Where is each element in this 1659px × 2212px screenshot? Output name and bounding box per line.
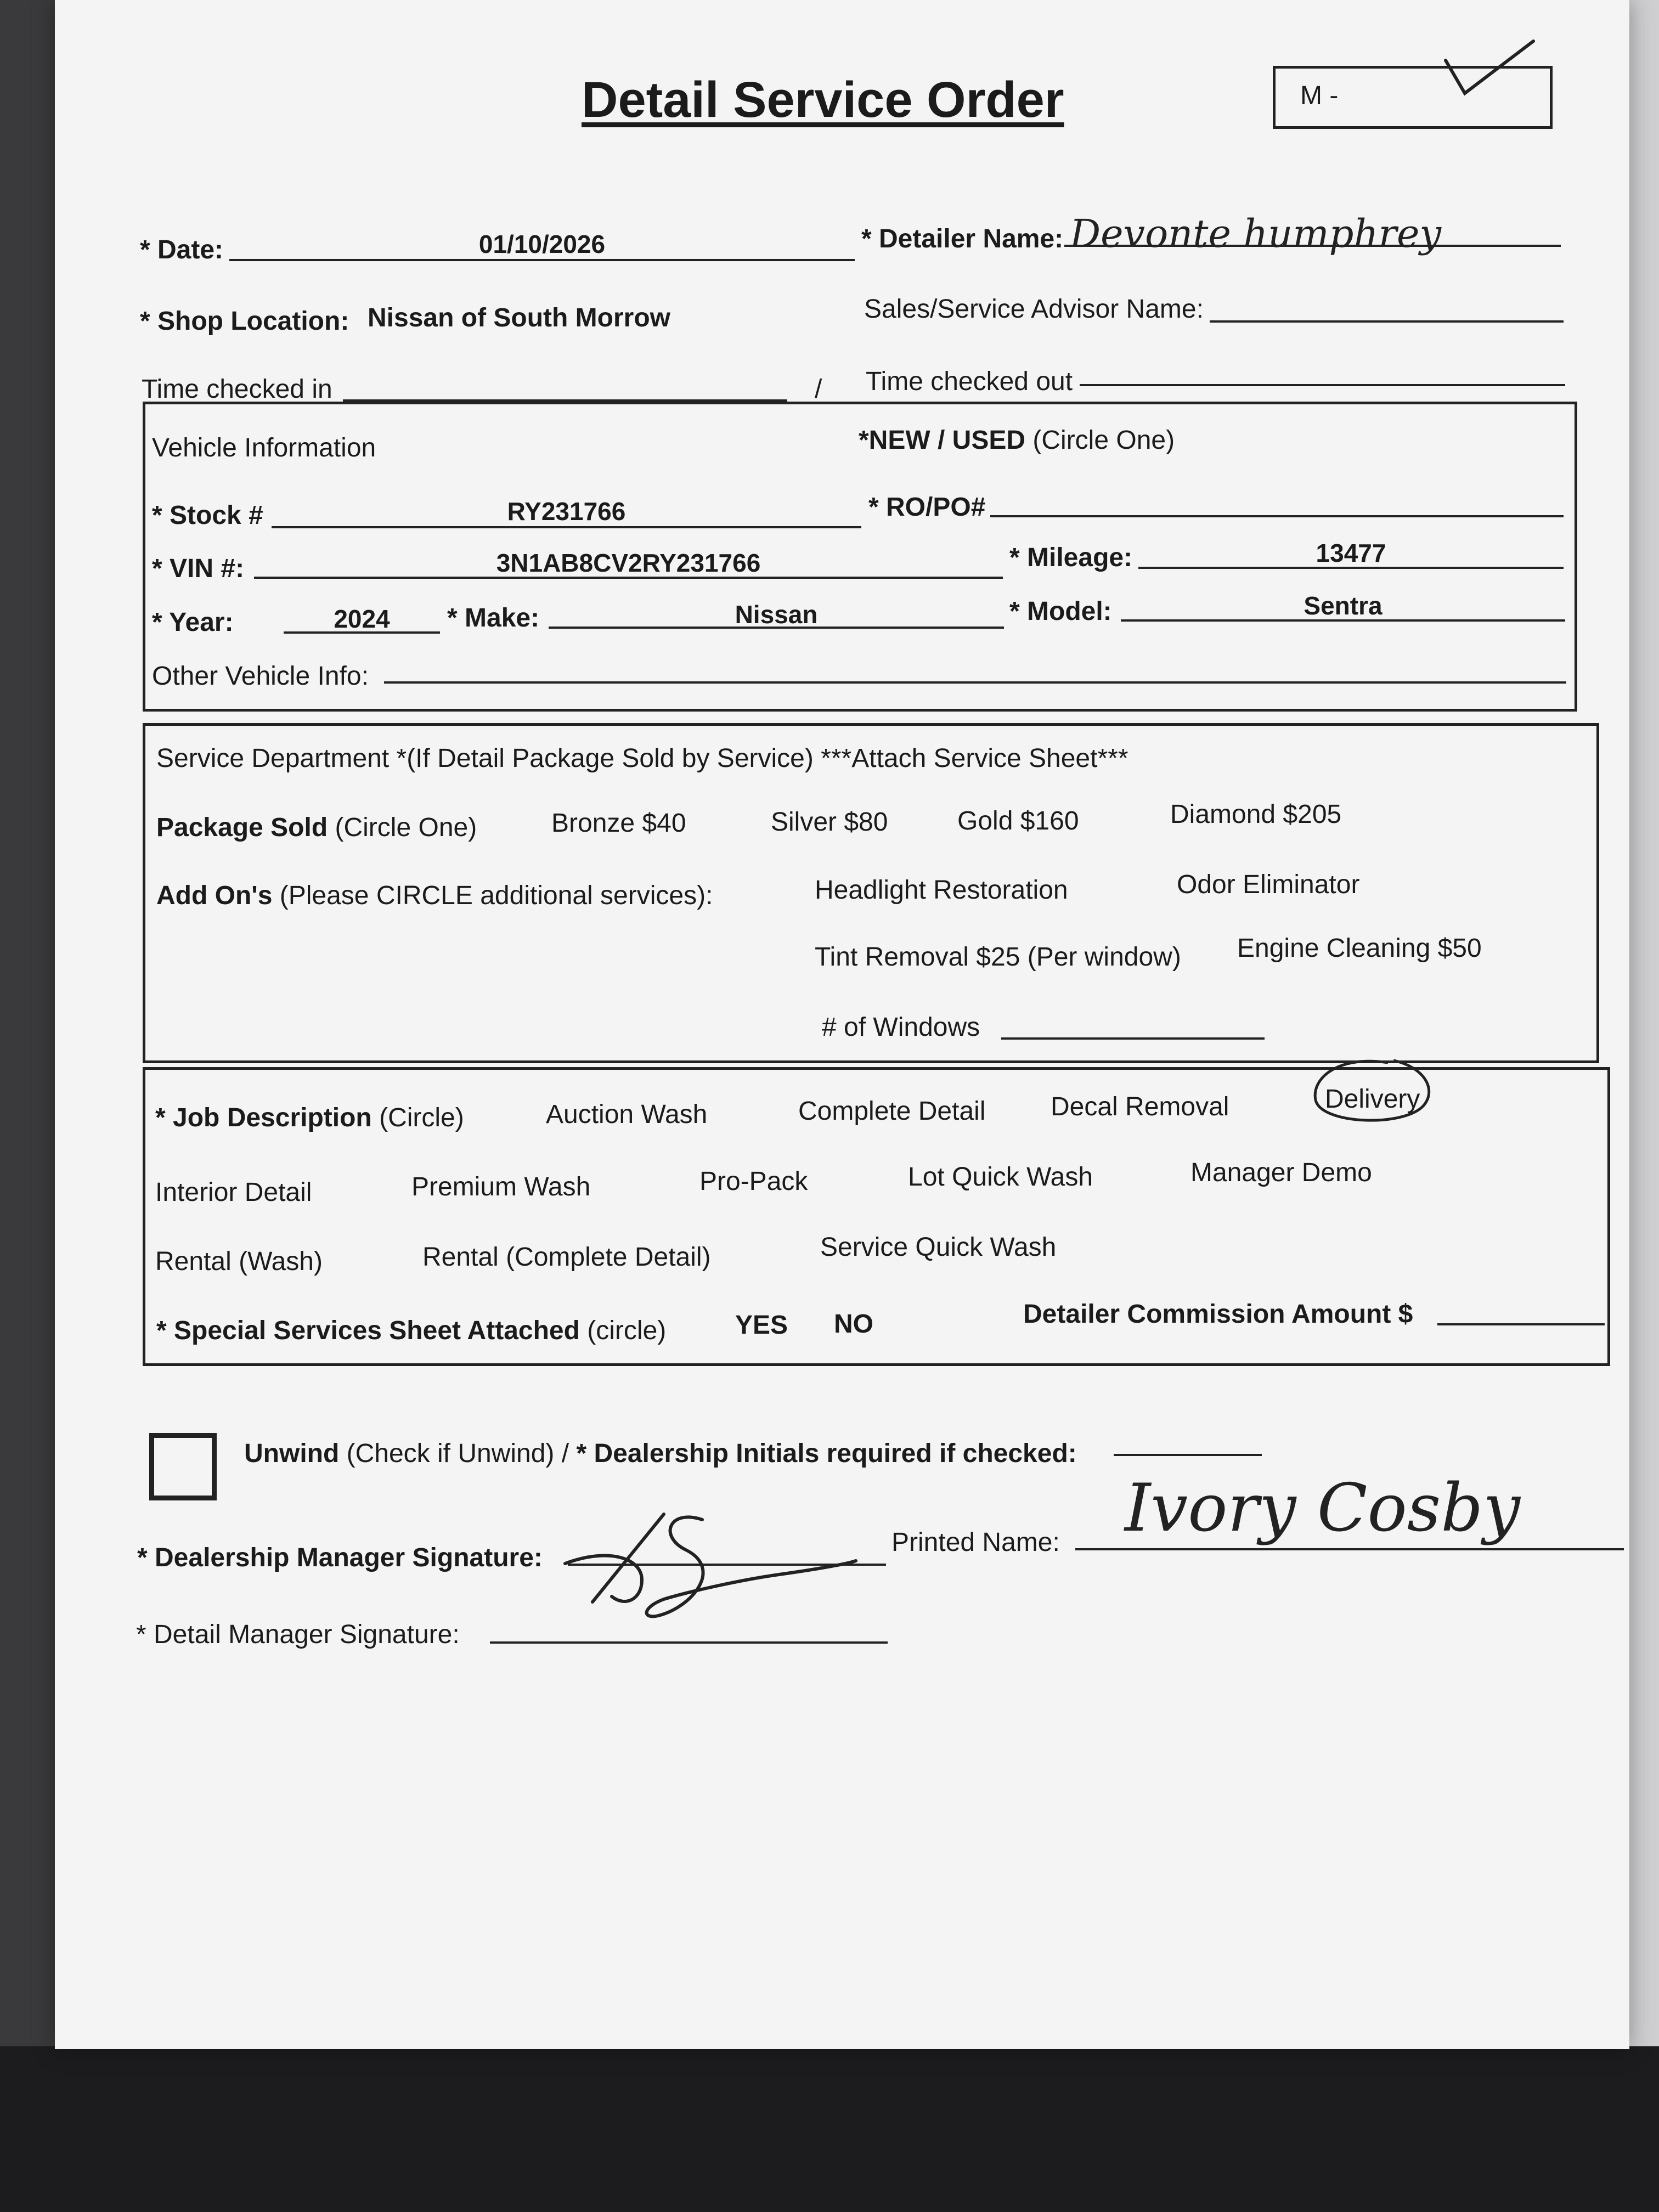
job-delivery[interactable]: Delivery	[1325, 1085, 1420, 1114]
dealership-manager-signature-label: * Dealership Manager Signature:	[137, 1543, 543, 1572]
service-order-form	[55, 0, 1629, 2049]
mileage-label: * Mileage:	[1009, 543, 1133, 572]
date-label: * Date:	[140, 235, 224, 264]
job-description-note: (Circle)	[379, 1103, 464, 1132]
addon-headlight-restoration[interactable]: Headlight Restoration	[815, 876, 1068, 905]
other-info-label: Other Vehicle Info:	[152, 662, 369, 691]
unwind-label: Unwind	[244, 1439, 340, 1468]
make-value[interactable]: Nissan	[735, 600, 818, 629]
form-title: Detail Service Order	[582, 72, 1064, 128]
stock-line	[272, 526, 861, 528]
printed-name-value[interactable]: Ivory Cosby	[1125, 1470, 1520, 1547]
other-info-line[interactable]	[384, 681, 1566, 684]
vehicle-info-heading: Vehicle Information	[152, 433, 376, 462]
job-premium-wash[interactable]: Premium Wash	[411, 1172, 591, 1201]
job-pro-pack[interactable]: Pro-Pack	[699, 1167, 808, 1196]
package-silver[interactable]: Silver $80	[771, 808, 888, 837]
date-value[interactable]: 01/10/2026	[478, 230, 606, 258]
detail-manager-signature-label: * Detail Manager Signature:	[136, 1620, 460, 1649]
stock-label: * Stock #	[152, 501, 263, 530]
detailer-name-value[interactable]: Devonte humphrey	[1070, 211, 1441, 256]
stock-value[interactable]: RY231766	[507, 497, 626, 526]
service-department-section	[143, 723, 1599, 1063]
time-out-line[interactable]	[1080, 384, 1565, 386]
add-ons-label: Add On's	[156, 881, 273, 910]
printed-name-label: Printed Name:	[891, 1528, 1060, 1557]
job-service-quick-wash[interactable]: Service Quick Wash	[820, 1233, 1057, 1262]
job-complete-detail[interactable]: Complete Detail	[798, 1097, 986, 1126]
job-description-section	[143, 1067, 1610, 1366]
vin-value[interactable]: 3N1AB8CV2RY231766	[496, 549, 761, 577]
commission-label: Detailer Commission Amount $	[1023, 1300, 1413, 1329]
m-number-label: M -	[1300, 81, 1339, 110]
addon-odor-eliminator[interactable]: Odor Eliminator	[1177, 870, 1360, 899]
job-auction-wash[interactable]: Auction Wash	[546, 1100, 708, 1129]
advisor-name-line[interactable]	[1210, 320, 1564, 323]
printed-name-line	[1075, 1548, 1624, 1550]
time-in-label: Time checked in	[142, 375, 332, 404]
service-heading: Service Department *(If Detail Package Sold by Service) ***Attach Service Sheet***	[156, 744, 1128, 773]
windows-count-line[interactable]	[1001, 1037, 1265, 1040]
shop-location-value: Nissan of South Morrow	[368, 303, 670, 332]
unwind-field	[244, 1438, 1077, 1469]
special-services-yes[interactable]: YES	[735, 1311, 788, 1340]
year-value[interactable]: 2024	[334, 605, 390, 633]
model-value[interactable]: Sentra	[1304, 591, 1383, 620]
job-rental-wash[interactable]: Rental (Wash)	[155, 1247, 323, 1276]
windows-count-label: # of Windows	[822, 1013, 980, 1042]
model-label: * Model:	[1009, 597, 1112, 626]
special-services-no[interactable]: NO	[834, 1310, 873, 1339]
mileage-value[interactable]: 13477	[1316, 539, 1386, 567]
unwind-initials-label: * Dealership Initials required if checked:	[576, 1439, 1077, 1468]
commission-line[interactable]	[1437, 1323, 1605, 1325]
manager-signature-mark	[560, 1498, 867, 1629]
shop-location-label: * Shop Location:	[140, 307, 349, 336]
unwind-note: (Check if Unwind) /	[346, 1439, 569, 1468]
advisor-name-label: Sales/Service Advisor Name:	[864, 295, 1204, 324]
time-out-label: Time checked out	[866, 367, 1073, 396]
special-services-note: (circle)	[587, 1316, 667, 1345]
job-description-field	[155, 1103, 464, 1133]
job-manager-demo[interactable]: Manager Demo	[1190, 1158, 1372, 1187]
unwind-checkbox[interactable]	[149, 1433, 217, 1500]
make-label: * Make:	[447, 603, 540, 633]
ro-po-label: * RO/PO#	[868, 493, 986, 522]
add-ons-note: (Please CIRCLE additional services):	[279, 881, 713, 910]
job-decal-removal[interactable]: Decal Removal	[1051, 1092, 1229, 1121]
job-rental-complete-detail[interactable]: Rental (Complete Detail)	[422, 1243, 711, 1272]
package-bronze[interactable]: Bronze $40	[551, 809, 686, 838]
package-sold-label: Package Sold	[156, 813, 328, 842]
detail-manager-signature-line[interactable]	[490, 1641, 888, 1644]
checkmark-icon	[1440, 36, 1539, 107]
vin-label: * VIN #:	[152, 554, 245, 583]
ro-po-line[interactable]	[990, 515, 1564, 517]
addon-tint-removal[interactable]: Tint Removal $25 (Per window)	[815, 943, 1181, 972]
special-services-label: * Special Services Sheet Attached	[156, 1316, 580, 1345]
new-used-label: *NEW / USED	[859, 426, 1026, 455]
vehicle-info-section	[143, 402, 1577, 712]
detailer-name-label: * Detailer Name:	[861, 224, 1064, 253]
m-number-box[interactable]	[1273, 66, 1553, 129]
new-used-field[interactable]	[859, 425, 1175, 455]
package-gold[interactable]: Gold $160	[957, 806, 1079, 836]
addon-engine-cleaning[interactable]: Engine Cleaning $50	[1237, 934, 1482, 963]
unwind-initials-line[interactable]	[1114, 1454, 1262, 1456]
job-lot-quick-wash[interactable]: Lot Quick Wash	[908, 1163, 1093, 1192]
package-sold-field	[156, 812, 477, 843]
date-line	[229, 259, 855, 261]
job-interior-detail[interactable]: Interior Detail	[155, 1178, 312, 1207]
add-ons-field	[156, 881, 713, 911]
time-separator: /	[815, 375, 822, 404]
special-services-field	[156, 1316, 666, 1346]
package-diamond[interactable]: Diamond $205	[1170, 800, 1342, 829]
floor-background	[0, 2046, 1659, 2212]
year-label: * Year:	[152, 608, 234, 637]
job-description-label: * Job Description	[155, 1103, 372, 1132]
package-sold-note: (Circle One)	[335, 813, 477, 842]
new-used-note: (Circle One)	[1032, 426, 1175, 455]
delivery-circle-mark	[1306, 1051, 1437, 1133]
